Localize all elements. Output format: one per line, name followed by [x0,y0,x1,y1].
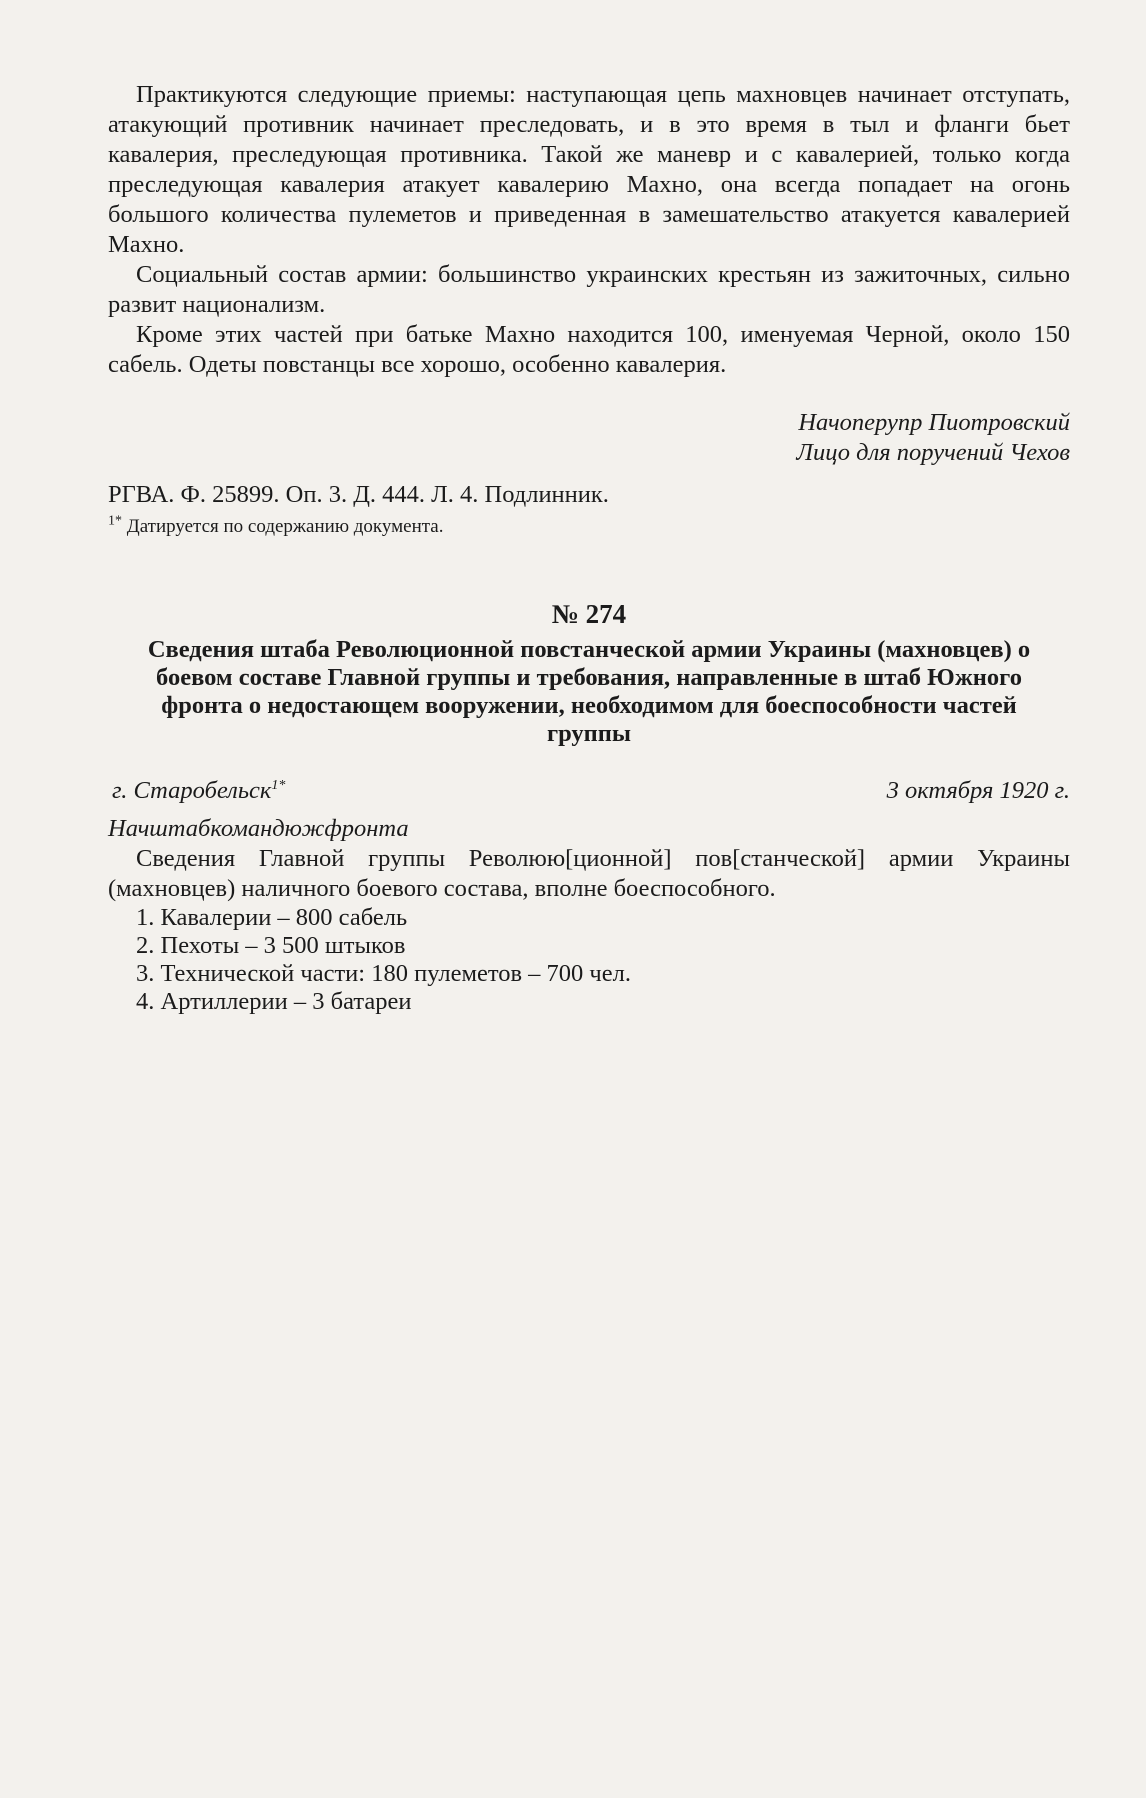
place-date-row [108,748,1070,806]
paragraph-social: Социальный состав армии: большинство украинских крестьян из зажиточных, сильно развит национализм. [108,261,1070,318]
list-item: 3. Технической части: 180 пулеметов – 700 чел. [136,960,631,987]
capable-list [108,904,1070,1016]
paragraph-tactics: Практикуются следующие приемы: наступающая цепь махновцев начинает отступать, атакующий противник начинает преследовать, и в это время в тыл и фланги бьет кавалерия, преследующая противника. Такой же маневр и с кавалерией, только когда преследующая кавалерия атакует кавалерию Махно, она всегда попадает на огонь большого количества пулеметов и приведенная в замешательство атакуется кавалерией Махно. [108,81,1070,258]
addressee: Начштабкомандюжфронта [108,815,409,842]
footnote-text: Датируется по содержанию документа. [126,516,444,537]
signature-line: Лицо для поручений Чехов [796,439,1070,466]
date: 3 октября 1920 г. [886,777,1070,804]
archive-source: РГВА. Ф. 25899. Оп. 3. Д. 444. Л. 4. Подлинник. [108,481,609,508]
document-title: Сведения штаба Революционной повстанческой армии Украины (махновцев) о боевом составе Главной группы и требования, направленные в штаб Южного фронта о недостающем вооружении, необходимом для боеспособности частей группы [147,636,1031,747]
paragraph-black-hundred: Кроме этих частей при батьке Махно находится 100, именуемая Черной, около 150 сабель. Одеты повстанцы все хорошо, особенно кавалерия. [108,321,1070,378]
intro-paragraph: Сведения Главной группы Революю[ционной] пов[станческой] армии Украины (махновцев) наличного боевого состава, вполне боеспособного. [108,845,1070,902]
list-item: 1. Кавалерии – 800 сабель [136,904,408,931]
document-number: № 274 [551,599,627,629]
place-note-mark: 1* [271,777,286,793]
signature-block-1 [108,408,1070,468]
list-item: 4. Артиллерии – 3 батареи [136,988,412,1015]
signature-line: Начоперупр Пиотровский [798,409,1070,436]
footnote-mark: 1* [108,513,122,529]
footnote [108,514,1070,540]
list-item: 2. Пехоты – 3 500 штыков [136,932,406,959]
place: г. Старобельск$^{1*}$ [112,777,286,804]
page-text [108,80,1070,1056]
